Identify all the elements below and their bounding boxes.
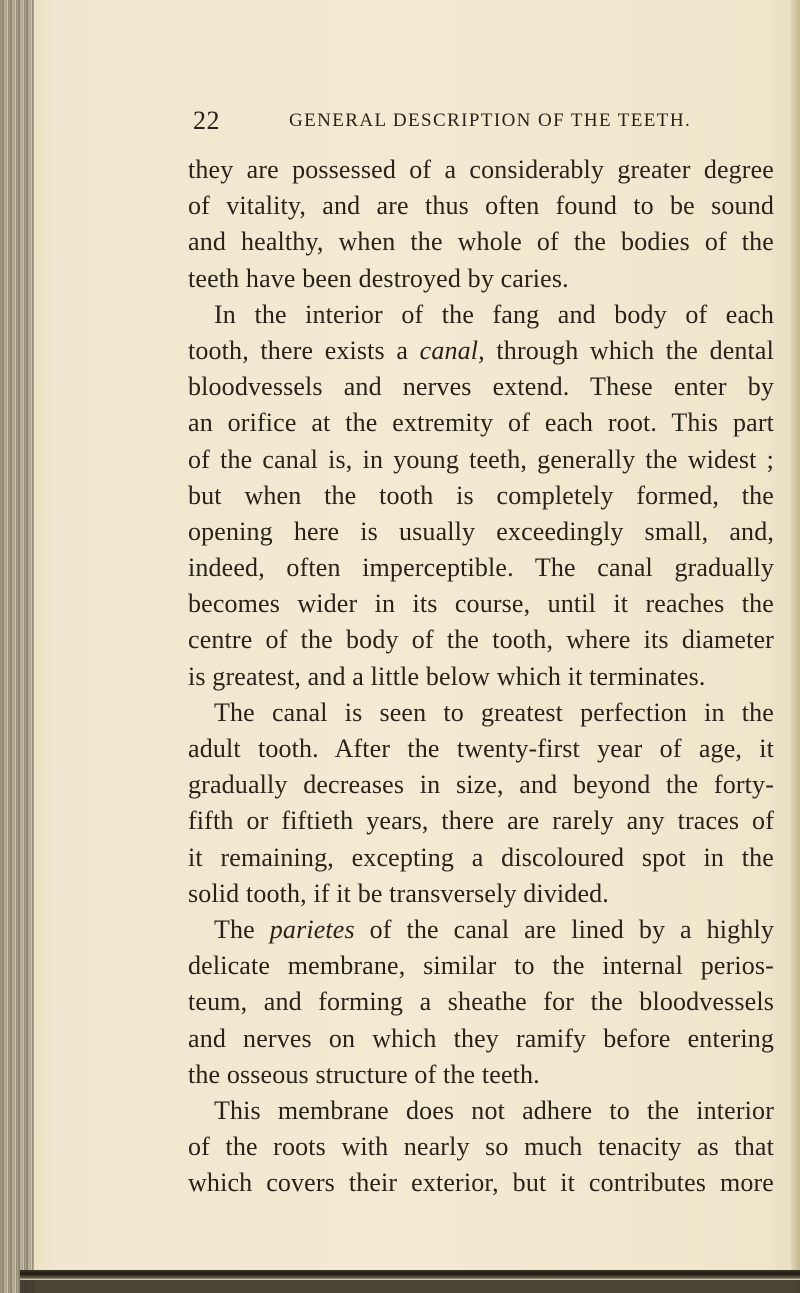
text-fragment: of the canal are lined by a highly bbox=[369, 914, 774, 944]
book-binding-edge bbox=[0, 0, 34, 1293]
text-line: delicate membrane, similar to the internal perios- bbox=[188, 951, 774, 981]
page-bottom-edge bbox=[20, 1270, 800, 1280]
text-line: teum, and forming a sheathe for the bloodvessels bbox=[188, 987, 774, 1017]
text-fragment: The bbox=[214, 914, 255, 944]
body-text bbox=[188, 152, 774, 1201]
text-fragment: tooth, there exists a bbox=[188, 335, 409, 365]
text-line: In the interior of the fang and body of each bbox=[214, 299, 774, 329]
page-header bbox=[193, 106, 793, 140]
text-line: opening here is usually exceedingly small, and, bbox=[188, 516, 774, 546]
text-line: of the roots with nearly so much tenacity as that bbox=[188, 1132, 774, 1162]
text-line: and healthy, when the whole of the bodies of the bbox=[188, 227, 774, 257]
text-line: they are possessed of a considerably greater degree bbox=[188, 155, 774, 184]
text-line bbox=[188, 333, 774, 369]
text-fragment: through which the dental bbox=[496, 335, 774, 365]
page-right-edge bbox=[788, 0, 800, 1293]
text-line: gradually decreases in size, and beyond the forty- bbox=[188, 770, 774, 800]
text-line: is greatest, and a little below which it terminates. bbox=[188, 661, 706, 691]
text-line: centre of the body of the tooth, where its diameter bbox=[188, 625, 774, 655]
italic-term: parietes bbox=[269, 914, 355, 944]
text-line: an orifice at the extremity of each root. This part bbox=[188, 408, 774, 438]
running-head: GENERAL DESCRIPTION OF THE TEETH. bbox=[289, 110, 692, 131]
text-line: This membrane does not adhere to the interior bbox=[214, 1095, 774, 1125]
text-line: of vitality, and are thus often found to be sound bbox=[188, 191, 774, 221]
italic-term: canal, bbox=[419, 335, 485, 365]
page-bottom-shadow bbox=[20, 1280, 800, 1293]
text-line: the osseous structure of the teeth. bbox=[188, 1059, 540, 1089]
text-line: bloodvessels and nerves extend. These enter by bbox=[188, 372, 774, 402]
text-line: it remaining, excepting a discoloured spot in the bbox=[188, 842, 774, 872]
text-line: which covers their exterior, but it contributes more bbox=[188, 1168, 774, 1198]
text-line: fifth or fiftieth years, there are rarely any traces of bbox=[188, 806, 774, 836]
text-line: and nerves on which they ramify before entering bbox=[188, 1023, 774, 1053]
text-line: adult tooth. After the twenty-first year of age, it bbox=[188, 734, 774, 763]
text-line bbox=[188, 912, 774, 948]
text-line: indeed, often imperceptible. The canal gradually bbox=[188, 553, 774, 583]
text-line: becomes wider in its course, until it reaches the bbox=[188, 589, 774, 619]
text-line: teeth have been destroyed by caries. bbox=[188, 263, 569, 293]
text-line: of the canal is, in young teeth, generally the widest ; bbox=[188, 444, 774, 474]
page-number: 22 bbox=[193, 106, 220, 135]
text-line: solid tooth, if it be transversely divided. bbox=[188, 878, 609, 908]
text-line: The canal is seen to greatest perfection in the bbox=[214, 697, 774, 727]
text-line: but when the tooth is completely formed, the bbox=[188, 480, 774, 510]
